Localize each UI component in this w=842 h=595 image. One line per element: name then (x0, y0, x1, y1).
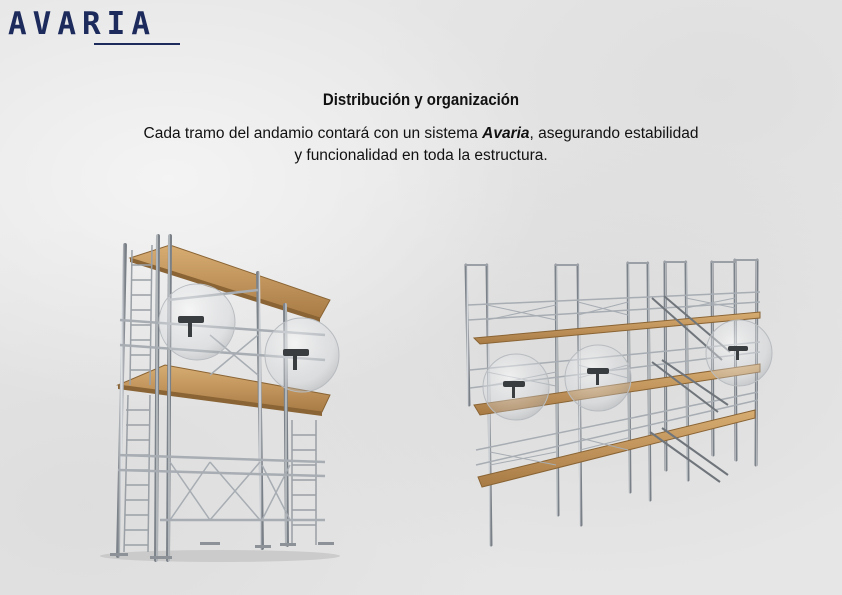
company-logo: AVARIA (8, 6, 156, 42)
section-title: Distribución y organización (322, 90, 520, 109)
paragraph-brand-name: Avaria (482, 125, 530, 142)
scaffold-tower-illustration (100, 236, 340, 562)
paragraph-text-after: , asegurando estabilidad y funcionalidad en toda la estructura. (294, 125, 699, 164)
paragraph-text-before: Cada tramo del andamio contará con un sistema (143, 125, 483, 142)
scaffold-facade-illustration (465, 260, 772, 545)
